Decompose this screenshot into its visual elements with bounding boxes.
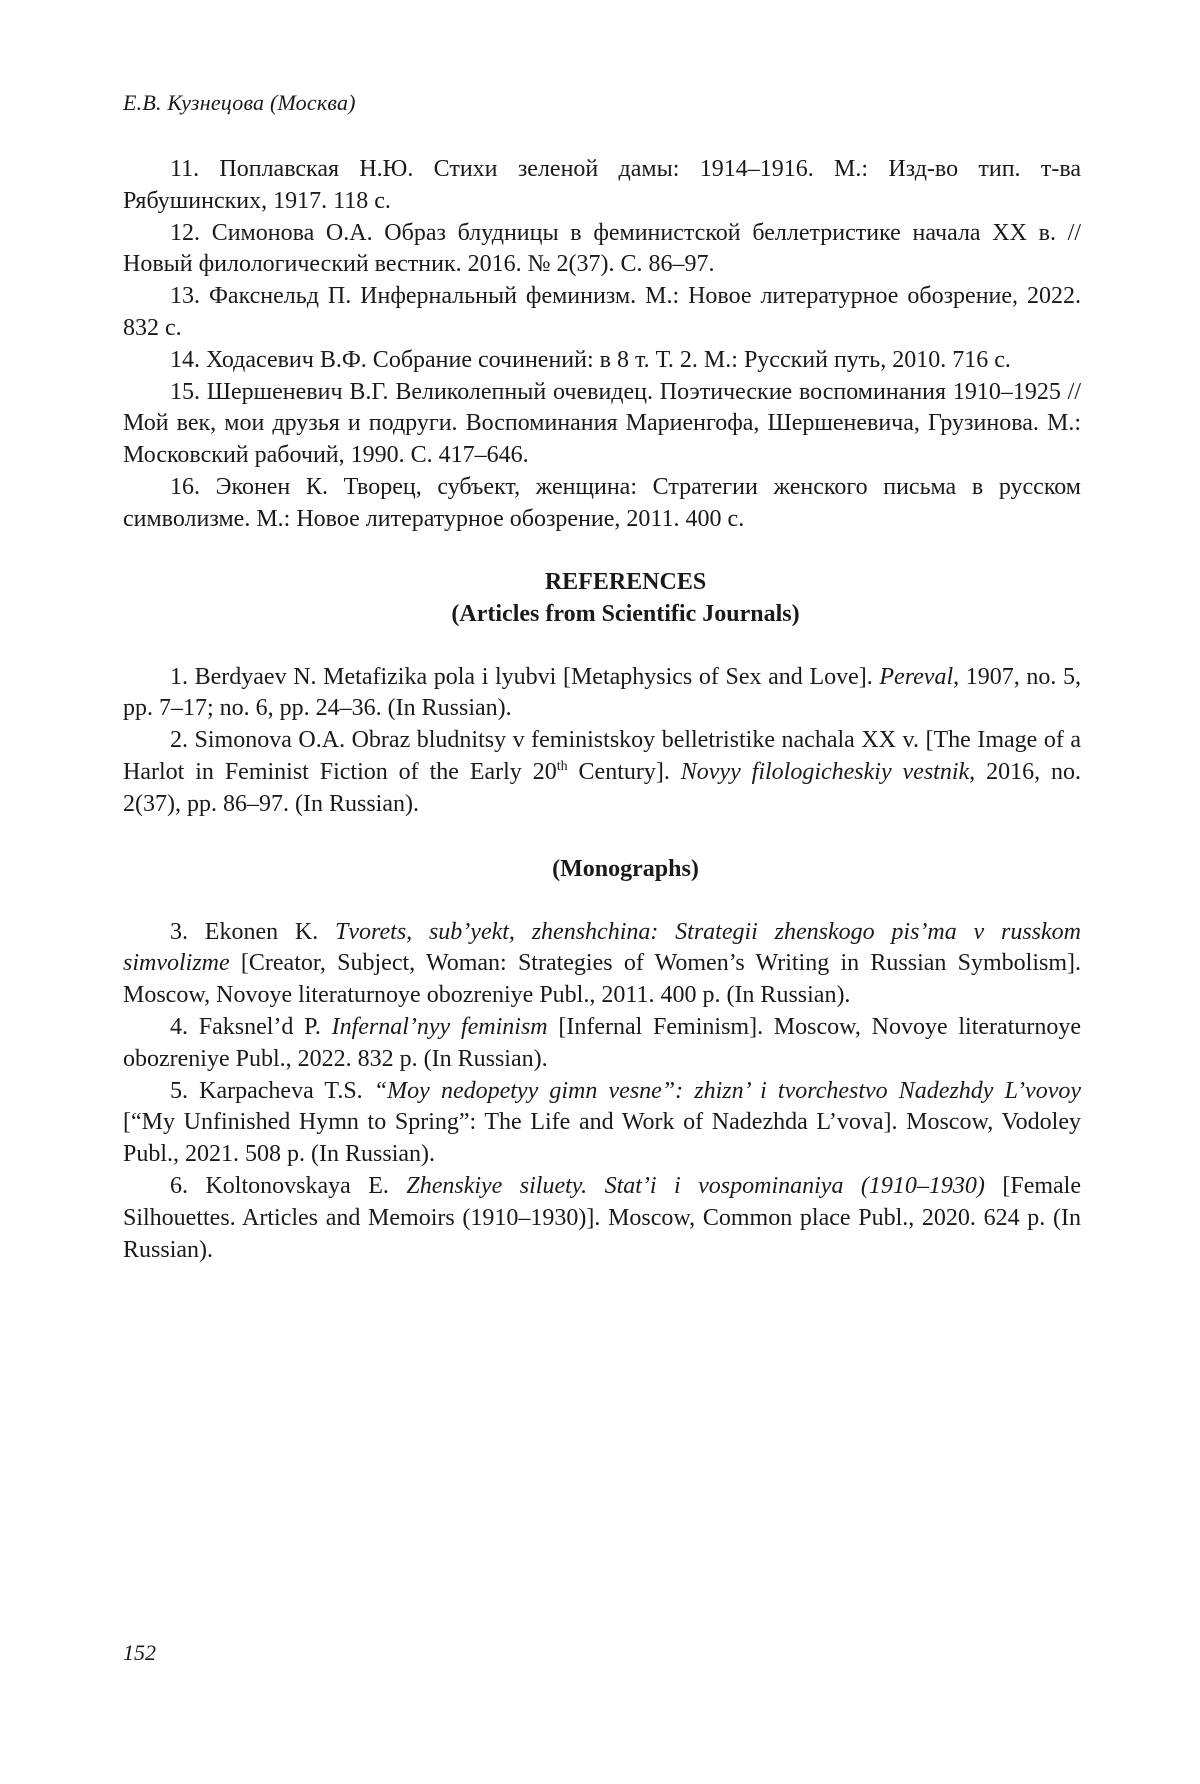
page-body (123, 154, 1081, 1266)
references-subheading: (Articles from Scientific Journals) (451, 600, 800, 627)
book-title: “Moy nedopetyy gimn vesne”: zhizn’ i tvorchestvo Nadezhdy L’vovoy (373, 1077, 1081, 1104)
reference-ru-13: 13. Факснельд П. Инфернальный феминизм. М.: Новое литературное обозрение, 2022. 832 с. (123, 283, 1081, 341)
book-title: Tvorets, sub’yekt, zhenshchina: Strategii zhenskogo pis’ma v russkom simvolizme (123, 918, 1081, 977)
reference-en-4: 4. Faksnel’d P. Infernal’nyy feminism [Infernal Feminism]. Moscow, Novoye literaturnoye obozreniye Publ., 2022. 832 p. (In Russian). (123, 1013, 1082, 1072)
reference-ru-11: 11. Поплавская Н.Ю. Стихи зеленой дамы: 1914–1916. М.: Изд-во тип. т-ва Рябушинских, 1917. 118 с. (123, 156, 1081, 214)
book-title: Infernal’nyy feminism (331, 1013, 548, 1040)
reference-ru-14: 14. Ходасевич В.Ф. Собрание сочинений: в 8 т. Т. 2. М.: Русский путь, 2010. 716 с. (170, 346, 1011, 373)
reference-en-6: 6. Koltonovskaya E. Zhenskiye siluety. Stat’i i vospominaniya (1910–1930) [Female Silhouettes. Articles and Memoirs (1910–1930)]. Moscow, Common place Publ., 2020. 624 p. (In Russian). (123, 1172, 1081, 1263)
running-header: Е.В. Кузнецова (Москва) (123, 90, 356, 115)
journal-title: Novyy filologicheskiy vestnik (680, 758, 970, 785)
reference-ru-12: 12. Симонова О.А. Образ блудницы в феминистской беллетристике начала XX в. // Новый филологический вестник. 2016. № 2(37). С. 86–97. (123, 219, 1081, 278)
page-number: 152 (123, 1640, 156, 1665)
reference-ru-15: 15. Шершеневич В.Г. Великолепный очевидец. Поэтические воспоминания 1910–1925 // Мой век, мои друзья и подруги. Воспоминания Мариенгофа, Шершеневича, Грузинова. М.: Московский рабочий, 1990. С. 417–646. (123, 378, 1081, 469)
reference-en-1: 1. Berdyaev N. Metafizika pola i lyubvi [Metaphysics of Sex and Love]. Pereval, 1907, no. 5, pp. 7–17; no. 6, pp. 24–36. (In Russian). (123, 663, 1082, 722)
reference-en-3: 3. Ekonen K. Tvorets, sub’yekt, zhenshchina: Strategii zhenskogo pis’ma v russkom simvolizme [Creator, Subject, Woman: Strategies of Women’s Writing in Russian Symbolism]. Moscow, Novoye literaturnoye obozreniye Publ., 2011. 400 p. (In Russian). (123, 918, 1081, 1009)
journal-title: Pereval (879, 663, 954, 690)
reference-ru-16: 16. Эконен К. Творец, субъект, женщина: Стратегии женского письма в русском символизме. М.: Новое литературное обозрение, 2011. 400 с. (123, 473, 1081, 532)
spacer (123, 630, 1081, 662)
spacer (123, 885, 1081, 917)
references-heading: REFERENCES (544, 568, 707, 595)
reference-en-5: 5. Karpacheva T.S. “Moy nedopetyy gimn vesne”: zhizn’ i tvorchestvo Nadezhdy L’vovoy [“My Unfinished Hymn to Spring”: The Life and Work of Nadezhda L’vova]. Moscow, Vodoley Publ., 2021. 508 p. (In Russian). (123, 1077, 1081, 1168)
monographs-heading: (Monographs) (552, 855, 699, 882)
reference-en-2: 2. Simonova O.A. Obraz bludnitsy v feministskoy belletristike nachala XX v. [The Image of a Harlot in Feminist Fiction of the Early 20th Century]. Novyy filologicheskiy vestnik, 2016, no. 2(37), pp. 86–97. (In Russian). (123, 727, 1082, 817)
book-title: Zhenskiye siluety. Stat’i i vospominaniya (1910–1930) (406, 1172, 985, 1199)
ordinal-superscript: th (556, 758, 568, 774)
